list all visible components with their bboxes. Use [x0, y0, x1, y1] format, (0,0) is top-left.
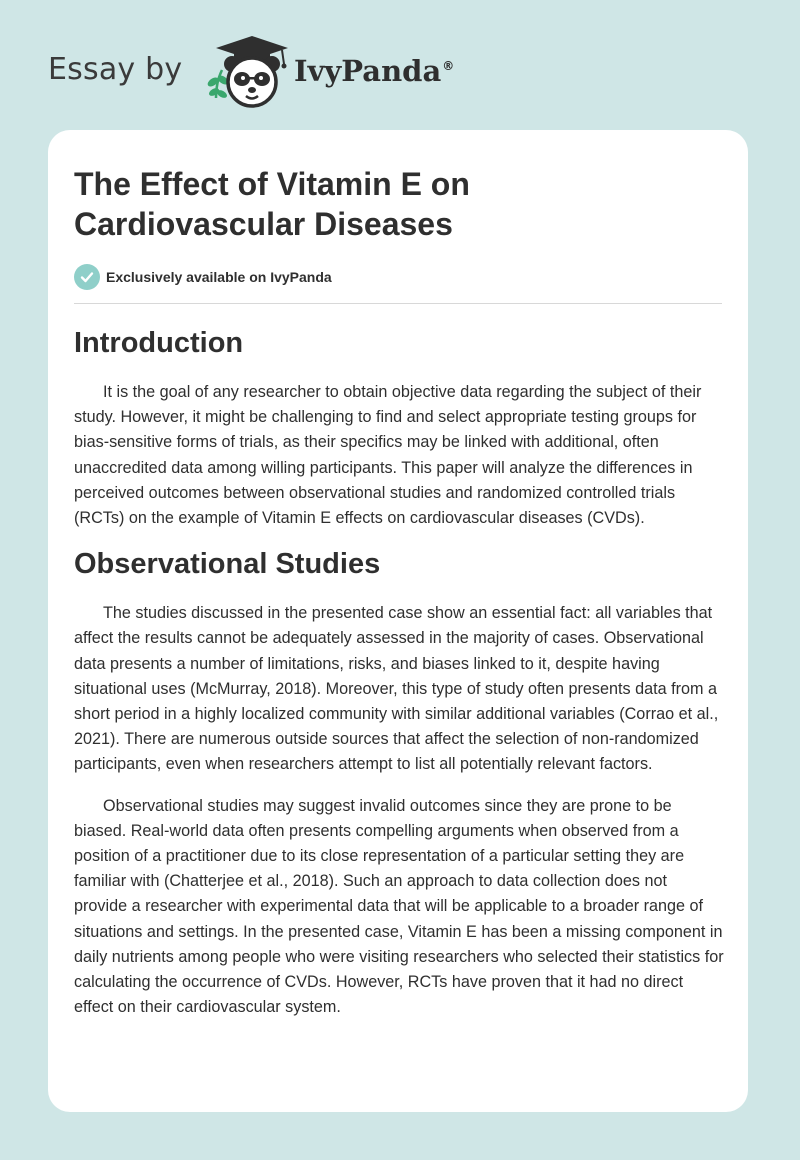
- brand-text: IvyPanda: [294, 54, 442, 88]
- panda-graduate-icon[interactable]: [202, 34, 294, 110]
- paragraph: It is the goal of any researcher to obtain objective data regarding the subject of their study. However, it might be challenging to find and select appropriate testing groups for bias-sensitive forms of trials, as their specifics may be linked with additional, often unaccredited data among willing participants. This paper will analyze the differences in perceived outcomes between observational studies and randomized controlled trials (RCTs) on the example of Vitamin E effects on cardiovascular diseases (CVDs).: [74, 383, 702, 528]
- exclusive-badge: [74, 263, 332, 291]
- essay-by-label: Essay by: [48, 52, 183, 87]
- paragraph: Observational studies may suggest invalid outcomes since they are prone to be biased. Real-world data often presents compelling arguments when observed from a position of a practitioner due to its close representation of a particular setting they are familiar with (Chatterjee et al., 2018). Such an approach to data collection does not provide a researcher with experimental data that will be applicable to a broader range of situations and settings. In the presented case, Vitamin E has been a missing component in daily nutrients among people who were visiting researchers who selected their statistics for calculating the occurrence of CVDs. However, RCTs have proven that it had no direct effect on their cardiovascular system.: [74, 796, 724, 1017]
- article-card: [48, 130, 748, 1112]
- leaf-icon: [206, 70, 230, 100]
- check-icon: [74, 264, 100, 290]
- exclusive-label: Exclusively available on IvyPanda: [106, 269, 332, 285]
- section-heading-introduction: Introduction: [74, 327, 244, 359]
- article-body: [74, 324, 724, 1036]
- site-header: [48, 30, 748, 120]
- section-heading-observational-studies: Observational Studies: [74, 548, 381, 581]
- trademark-symbol: ®: [442, 59, 455, 74]
- page-title: The Effect of Vitamin E on Cardiovascular Diseases: [74, 166, 470, 242]
- divider: [74, 303, 722, 304]
- paragraph: The studies discussed in the presented case show an essential fact: all variables that affect the results cannot be adequately assessed in the majority of cases. Observational data presents a number of limitations, risks, and biases linked to it, despite having situational uses (McMurray, 2018). Moreover, this type of study often presents data from a short period in a highly localized community with similar additional variables (Corrao et al., 2021). There are numerous outside sources that affect the selection of non-randomized participants, even when researchers attempt to list all potentially relevant factors.: [74, 604, 719, 774]
- brand-name[interactable]: [294, 54, 454, 88]
